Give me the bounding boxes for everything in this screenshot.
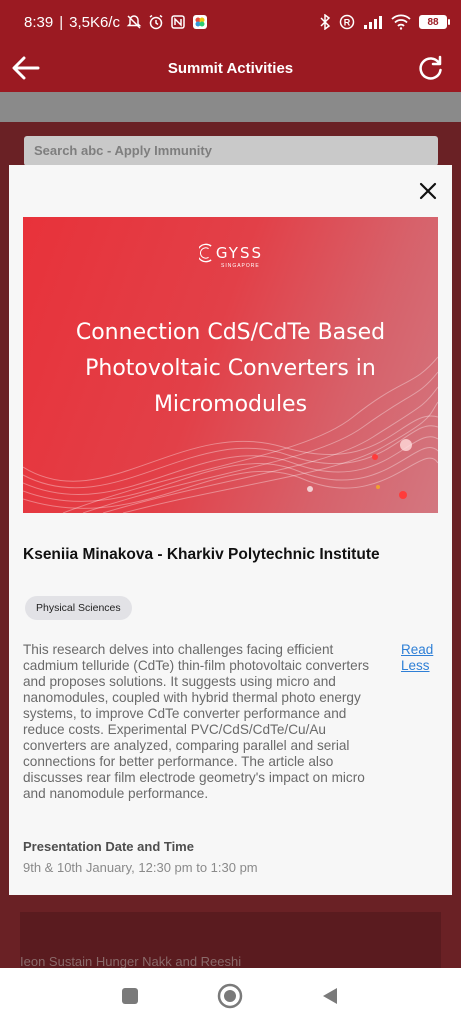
registered-icon (339, 14, 355, 30)
close-button[interactable] (416, 179, 440, 203)
svg-text:R: R (343, 17, 351, 28)
activity-banner (23, 217, 438, 513)
close-icon (419, 182, 437, 200)
status-left (24, 14, 319, 31)
background-search: Search abc - Apply Immunity (24, 136, 438, 166)
status-speed: 3,5K6/c (69, 13, 120, 31)
back-arrow-icon (12, 56, 40, 80)
alarm-icon (148, 14, 164, 30)
system-nav-bar (0, 968, 461, 1024)
date-value: 9th & 10th January, 12:30 pm to 1:30 pm (23, 860, 258, 875)
bluetooth-icon (319, 14, 331, 30)
activity-detail-modal (9, 165, 452, 895)
gyss-logo (199, 233, 263, 273)
mute-icon (126, 14, 142, 30)
activity-description: This research delves into challenges facing efficient cadmium telluride (CdTe) thin-film photovoltaic converters and proposes solutions. It suggests using micro and nanomodules, coupled with hybrid thermal photo energy systems, to improve CdTe converter performance and reduce costs. Experimental PVC/CdS/CdTe/Cu/Au converters are analyzed, comparing parallel and serial connections for better performance. The article also discusses rear film electrode geometry's impact on micro and nanomodule performance. (23, 642, 370, 801)
signal-icon (363, 15, 383, 29)
back-triangle-icon (320, 986, 340, 1006)
refresh-button[interactable] (415, 52, 447, 84)
read-less-link[interactable]: Read Less (401, 642, 434, 673)
category-tag: Physical Sciences (25, 596, 132, 620)
logo-subtext: SINGAPORE (221, 263, 260, 269)
recents-icon (121, 987, 139, 1005)
background-card-text: Ieon Sustain Hunger Nakk and Reeshi (20, 954, 242, 968)
status-bar (0, 0, 461, 44)
date-label: Presentation Date and Time (23, 839, 194, 854)
photos-icon (192, 14, 208, 30)
system-back-button[interactable] (316, 982, 344, 1010)
refresh-icon (418, 55, 444, 81)
speaker-name: Kseniia Minakova - Kharkiv Polytechnic Institute (23, 546, 380, 563)
app-bar (0, 44, 461, 92)
recents-button[interactable] (116, 982, 144, 1010)
logo-text: GYSS (215, 244, 263, 262)
home-icon (217, 983, 243, 1009)
back-button[interactable] (10, 52, 42, 84)
status-divider: | (59, 13, 64, 31)
home-button[interactable] (216, 982, 244, 1010)
background-strip (0, 92, 461, 122)
gyss-logo-mark (199, 241, 213, 265)
wifi-icon (391, 14, 411, 30)
status-right (319, 14, 447, 30)
banner-title: Connection CdS/CdTe Based Photovoltaic Converters in Micromodules (75, 320, 386, 417)
page-title: Summit Activities (167, 59, 294, 77)
status-time: 8:39 (24, 13, 54, 31)
nfc-icon (170, 14, 186, 30)
battery-icon: 88 (419, 15, 447, 29)
